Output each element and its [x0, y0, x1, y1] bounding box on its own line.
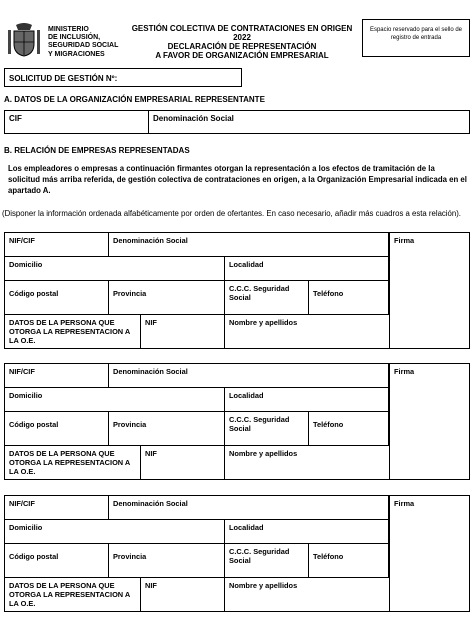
nif-cif-field[interactable]: NIF/CIF [5, 496, 109, 520]
localidad-field[interactable]: Localidad [225, 520, 389, 544]
firma-field[interactable]: Firma [389, 233, 469, 348]
document-title: GESTIÓN COLECTIVA DE CONTRATACIONES EN ORIGEN 2022 DECLARACIÓN DE REPRESENTACIÓN A FAVOR DE ORGANIZACIÓN EMPRESARIAL [131, 24, 353, 60]
intro-text: Los empleadores o empresas a continuación firmantes otorgan la representación a los efectos de tramitación de la solicitud más arriba referida, de gestión colectiva de contrataciones en origen, a la Organización Empresarial indicada en el apartado A. [8, 164, 467, 195]
firma-field[interactable]: Firma [389, 496, 469, 611]
nombre-field[interactable]: Nombre y apellidos [229, 581, 298, 590]
codigo-postal-field[interactable]: Código postal [5, 544, 109, 578]
ccc-field[interactable]: C.C.C. Seguridad Social [225, 281, 309, 315]
stamp-box: Espacio reservado para el sello de registro de entrada [362, 19, 470, 57]
nif-field[interactable]: NIF [141, 578, 225, 611]
domicilio-field[interactable]: Domicilio [5, 520, 225, 544]
datos-persona-label: DATOS DE LA PERSONA QUE OTORGA LA REPRESENTACION A LA O.E. [5, 446, 141, 479]
provincia-field[interactable]: Provincia [109, 544, 225, 578]
denominacion-field[interactable]: Denominación Social [109, 364, 389, 388]
telefono-field[interactable]: Teléfono [309, 412, 389, 446]
provincia-field[interactable]: Provincia [109, 412, 225, 446]
nif-cif-field[interactable]: NIF/CIF [5, 233, 109, 257]
nif-field[interactable]: NIF [141, 315, 225, 348]
telefono-field[interactable]: Teléfono [309, 544, 389, 578]
nif-cif-field[interactable]: NIF/CIF [5, 364, 109, 388]
domicilio-field[interactable]: Domicilio [5, 388, 225, 412]
company-block [4, 495, 470, 612]
ccc-field[interactable]: C.C.C. Seguridad Social [225, 412, 309, 446]
ccc-field[interactable]: C.C.C. Seguridad Social [225, 544, 309, 578]
ministry-name: MINISTERIO DE INCLUSIÓN, SEGURIDAD SOCIAL Y MIGRACIONES [48, 26, 119, 58]
localidad-field[interactable]: Localidad [225, 257, 389, 281]
codigo-postal-field[interactable]: Código postal [5, 412, 109, 446]
coat-of-arms-icon [5, 22, 43, 60]
section-a-title: A. DATOS DE LA ORGANIZACIÓN EMPRESARIAL REPRESENTANTE [4, 95, 265, 104]
datos-persona-label: DATOS DE LA PERSONA QUE OTORGA LA REPRESENTACION A LA O.E. [5, 578, 141, 611]
cif-field[interactable]: CIF [5, 111, 149, 133]
company-block [4, 363, 470, 480]
telefono-field[interactable]: Teléfono [309, 281, 389, 315]
datos-persona-label: DATOS DE LA PERSONA QUE OTORGA LA REPRESENTACION A LA O.E. [5, 315, 141, 348]
nombre-field[interactable]: Nombre y apellidos [229, 318, 298, 327]
provincia-field[interactable]: Provincia [109, 281, 225, 315]
nombre-field[interactable]: Nombre y apellidos [229, 449, 298, 458]
firma-field[interactable]: Firma [389, 364, 469, 479]
note-text: (Disponer la información ordenada alfabéticamente por orden de ofertantes. En caso necesario, añadir más cuadros a esta relación). [2, 209, 461, 218]
section-b-title: B. RELACIÓN DE EMPRESAS REPRESENTADAS [4, 146, 190, 155]
header [0, 0, 474, 62]
domicilio-field[interactable]: Domicilio [5, 257, 225, 281]
solicitud-field[interactable]: SOLICITUD DE GESTIÓN Nº: [4, 68, 242, 87]
denominacion-field[interactable]: Denominación Social [153, 114, 234, 123]
organization-fields [4, 110, 470, 134]
denominacion-field[interactable]: Denominación Social [109, 496, 389, 520]
nif-field[interactable]: NIF [141, 446, 225, 479]
localidad-field[interactable]: Localidad [225, 388, 389, 412]
denominacion-field[interactable]: Denominación Social [109, 233, 389, 257]
company-block [4, 232, 470, 349]
codigo-postal-field[interactable]: Código postal [5, 281, 109, 315]
